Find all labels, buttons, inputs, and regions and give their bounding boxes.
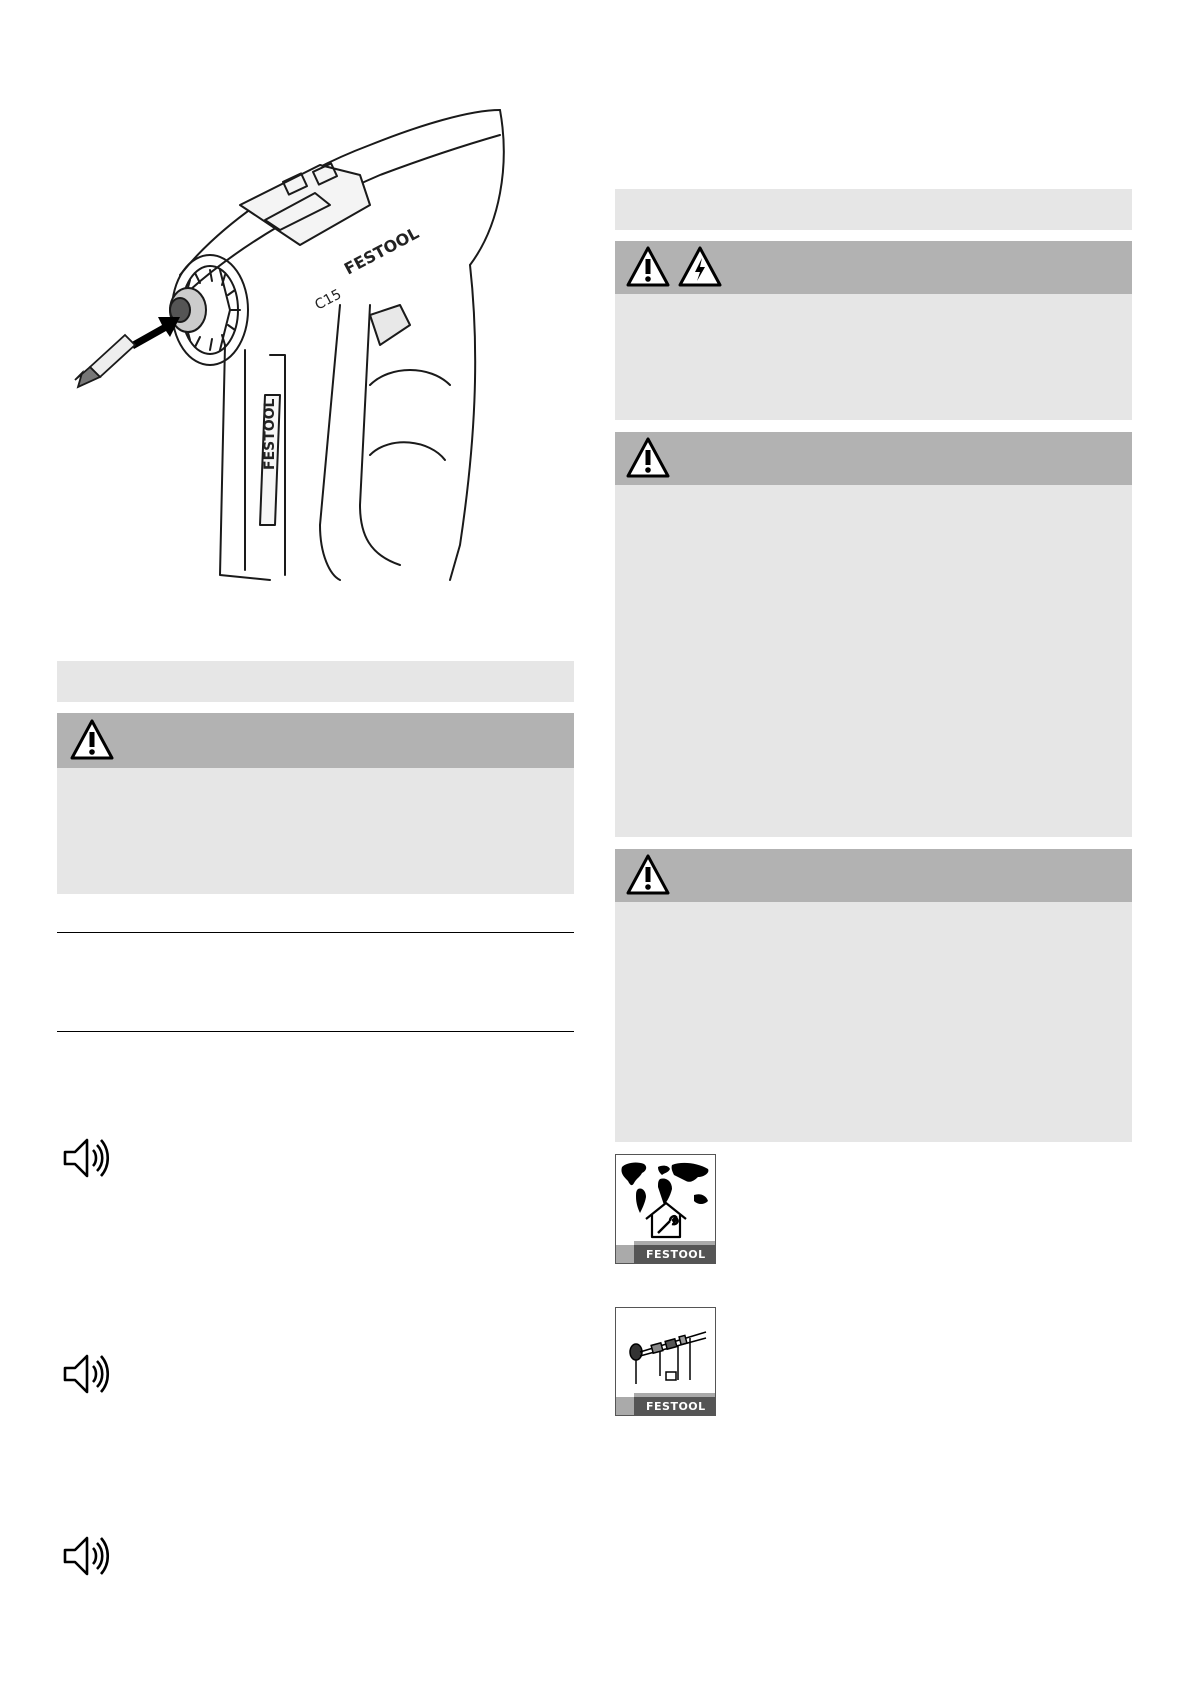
warning-triangle-icon [625,853,671,897]
warning-triangle-icon [625,436,671,480]
warning-triangle-icon [69,718,115,762]
festool-logo-text: FESTOOL [646,1400,706,1413]
divider-top [57,932,574,933]
drill-illustration [70,105,520,585]
warning-body [615,902,1132,1142]
warning-header [57,713,574,768]
warning-header [615,849,1132,902]
section-heading-band [57,661,574,702]
section-heading-band [615,189,1132,230]
warning-body [615,485,1132,837]
divider-bottom [57,1031,574,1032]
grip-brand-text: FESTOOL [262,398,278,470]
festool-service-icon [615,1154,716,1264]
warning-body [57,768,574,894]
ear-protection-icon [62,1532,110,1580]
warning-header [615,432,1132,485]
ear-protection-icon [62,1134,110,1182]
festool-spare-parts-icon [615,1307,716,1416]
ear-protection-icon [62,1350,110,1398]
electric-shock-icon [677,245,723,289]
warning-body [615,294,1132,420]
warning-triangle-icon [625,245,671,289]
festool-logo-text: FESTOOL [646,1248,706,1261]
tool-model-text: C15 [312,286,345,314]
tool-brand-text: FESTOOL [340,223,423,279]
warning-header-electric [615,241,1132,294]
